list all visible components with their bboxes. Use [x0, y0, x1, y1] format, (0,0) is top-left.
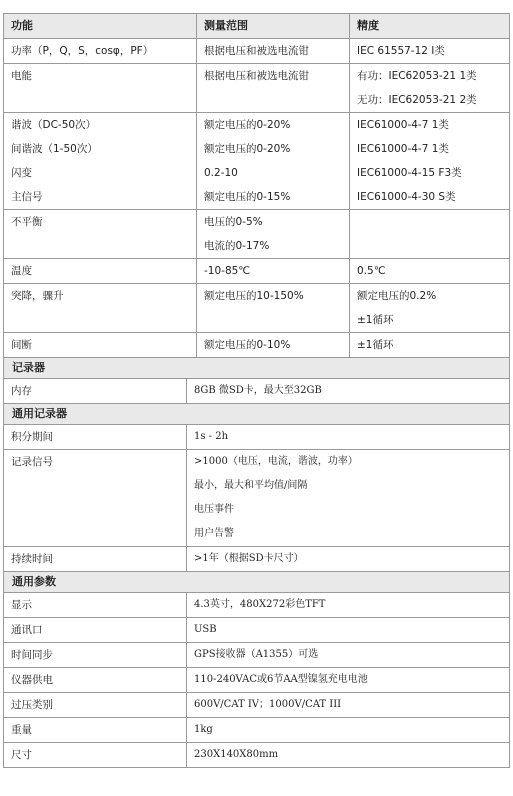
param-value-cell — [187, 379, 510, 404]
param-name-cell: 通讯口 — [4, 618, 187, 643]
range-cell-line: 额定电压的0-15% — [204, 191, 291, 203]
table-row — [4, 450, 510, 547]
accuracy-cell-line: 无功：IEC62053-21 2类 — [357, 94, 477, 106]
accuracy-cell — [350, 39, 510, 64]
function-cell-line: 间谐波（1-50次） — [11, 143, 98, 155]
range-cell-line: -10-85℃ — [204, 265, 251, 277]
param-value-cell — [187, 718, 510, 743]
range-cell — [197, 259, 350, 284]
param-name-cell: 显示 — [4, 593, 187, 618]
table-row — [4, 39, 510, 64]
param-value-cell — [187, 743, 510, 768]
section-title-recorder: 记录器 — [3, 358, 510, 378]
accuracy-cell — [350, 64, 510, 113]
function-cell — [4, 113, 197, 210]
range-cell-line: 额定电压的0-20% — [204, 143, 291, 155]
accuracy-cell-line: IEC61000-4-7 1类 — [357, 143, 449, 155]
table-row — [4, 113, 510, 210]
param-value-cell-line: 1kg — [194, 724, 213, 735]
measurement-table — [3, 13, 510, 358]
recorder-table — [3, 378, 510, 404]
param-value-cell-line: 最小，最大和平均值/间隔 — [194, 480, 308, 491]
param-value-cell — [187, 547, 510, 572]
param-name-cell: 记录信号 — [4, 450, 187, 547]
range-cell-line: 额定电压的0-10% — [204, 339, 291, 351]
param-name-cell: 仪器供电 — [4, 668, 187, 693]
general-recorder-table — [3, 424, 510, 572]
range-cell-line: 电流的0-17% — [204, 240, 270, 252]
function-cell — [4, 284, 197, 333]
function-cell-line: 主信号 — [11, 191, 43, 203]
param-value-cell-line: 用户告警 — [194, 528, 234, 539]
accuracy-cell-line: 有功：IEC62053-21 1类 — [357, 70, 477, 82]
range-cell — [197, 210, 350, 259]
table-row — [4, 259, 510, 284]
param-name-cell: 重量 — [4, 718, 187, 743]
accuracy-cell — [350, 210, 510, 259]
table-row — [4, 693, 510, 718]
table-row — [4, 547, 510, 572]
function-cell-line: 温度 — [11, 265, 32, 277]
range-cell — [197, 39, 350, 64]
param-name-cell: 过压类别 — [4, 693, 187, 718]
function-cell-line: 谐波（DC-50次） — [11, 119, 97, 131]
range-cell — [197, 284, 350, 333]
accuracy-cell-line: IEC61000-4-7 1类 — [357, 119, 449, 131]
range-cell — [197, 113, 350, 210]
table-row — [4, 333, 510, 358]
param-name-cell: 尺寸 — [4, 743, 187, 768]
table-row — [4, 284, 510, 333]
accuracy-cell — [350, 113, 510, 210]
table-row — [4, 718, 510, 743]
param-value-cell-line: 电压事件 — [194, 504, 234, 515]
accuracy-cell-line: IEC61000-4-15 F3类 — [357, 167, 462, 179]
param-value-cell-line: 230X140X80mm — [194, 749, 279, 760]
section-title-general-params: 通用参数 — [3, 572, 510, 592]
table-row — [4, 379, 510, 404]
param-value-cell — [187, 693, 510, 718]
function-cell-line: 功率（P，Q，S，cosφ，PF） — [11, 45, 154, 57]
param-value-cell — [187, 425, 510, 450]
table-row — [4, 668, 510, 693]
param-name-cell: 持续时间 — [4, 547, 187, 572]
param-value-cell — [187, 593, 510, 618]
accuracy-cell-line: 额定电压的0.2% — [357, 290, 437, 302]
function-cell — [4, 333, 197, 358]
range-cell-line: 0.2-10 — [204, 167, 238, 179]
function-cell — [4, 39, 197, 64]
range-cell-line: 根据电压和被选电流钳 — [204, 70, 309, 82]
range-cell — [197, 64, 350, 113]
table-row — [4, 425, 510, 450]
accuracy-cell — [350, 259, 510, 284]
range-cell-line: 根据电压和被选电流钳 — [204, 45, 309, 57]
param-value-cell — [187, 450, 510, 547]
general-params-table — [3, 592, 510, 768]
header-range: 测量范围 — [197, 14, 350, 39]
table-row — [4, 643, 510, 668]
param-value-cell-line: >1年（根据SD卡尺寸） — [194, 553, 304, 564]
accuracy-cell-line — [357, 210, 509, 234]
param-name-cell: 时间同步 — [4, 643, 187, 668]
range-cell-line: 额定电压的0-20% — [204, 119, 291, 131]
param-value-cell-line: 8GB 微SD卡，最大至32GB — [194, 385, 322, 396]
param-value-cell-line: 4.3英寸，480X272彩色TFT — [194, 599, 326, 610]
function-cell — [4, 64, 197, 113]
table-row — [4, 743, 510, 768]
param-value-cell-line: 600V/CAT IV；1000V/CAT III — [194, 699, 342, 710]
accuracy-cell-line: 0.5℃ — [357, 265, 386, 277]
accuracy-cell-line: IEC 61557-12 I类 — [357, 45, 445, 57]
accuracy-cell-line: ±1循环 — [357, 314, 394, 326]
table-row — [4, 593, 510, 618]
table-header-row — [4, 14, 510, 39]
param-value-cell — [187, 668, 510, 693]
param-name-cell: 内存 — [4, 379, 187, 404]
param-value-cell-line: 110-240VAC或6节AA型镍氢充电电池 — [194, 674, 368, 685]
header-function: 功能 — [4, 14, 197, 39]
range-cell-line: 电压的0-5% — [204, 216, 263, 228]
accuracy-cell-line: ±1循环 — [357, 339, 394, 351]
param-value-cell-line: GPS接收器（A1355）可选 — [194, 649, 319, 660]
range-cell — [197, 333, 350, 358]
function-cell — [4, 210, 197, 259]
param-name-cell: 积分期间 — [4, 425, 187, 450]
param-value-cell-line: >1000（电压，电流，谐波，功率） — [194, 456, 358, 467]
function-cell-line: 不平衡 — [11, 216, 43, 228]
table-row — [4, 210, 510, 259]
function-cell-line: 闪变 — [11, 167, 32, 179]
range-cell-line: 额定电压的10-150% — [204, 290, 304, 302]
accuracy-cell — [350, 284, 510, 333]
table-row — [4, 618, 510, 643]
accuracy-cell-line: IEC61000-4-30 S类 — [357, 191, 456, 203]
accuracy-cell — [350, 333, 510, 358]
table-row — [4, 64, 510, 113]
section-title-general-recorder: 通用记录器 — [3, 404, 510, 424]
function-cell-line: 电能 — [11, 70, 32, 82]
function-cell — [4, 259, 197, 284]
param-value-cell — [187, 618, 510, 643]
param-value-cell-line: 1s - 2h — [194, 431, 229, 442]
param-value-cell — [187, 643, 510, 668]
function-cell-line: 突降，骤升 — [11, 290, 64, 302]
function-cell-line: 间断 — [11, 339, 32, 351]
param-value-cell-line: USB — [194, 624, 217, 635]
spec-sheet — [3, 0, 510, 768]
header-accuracy: 精度 — [350, 14, 510, 39]
